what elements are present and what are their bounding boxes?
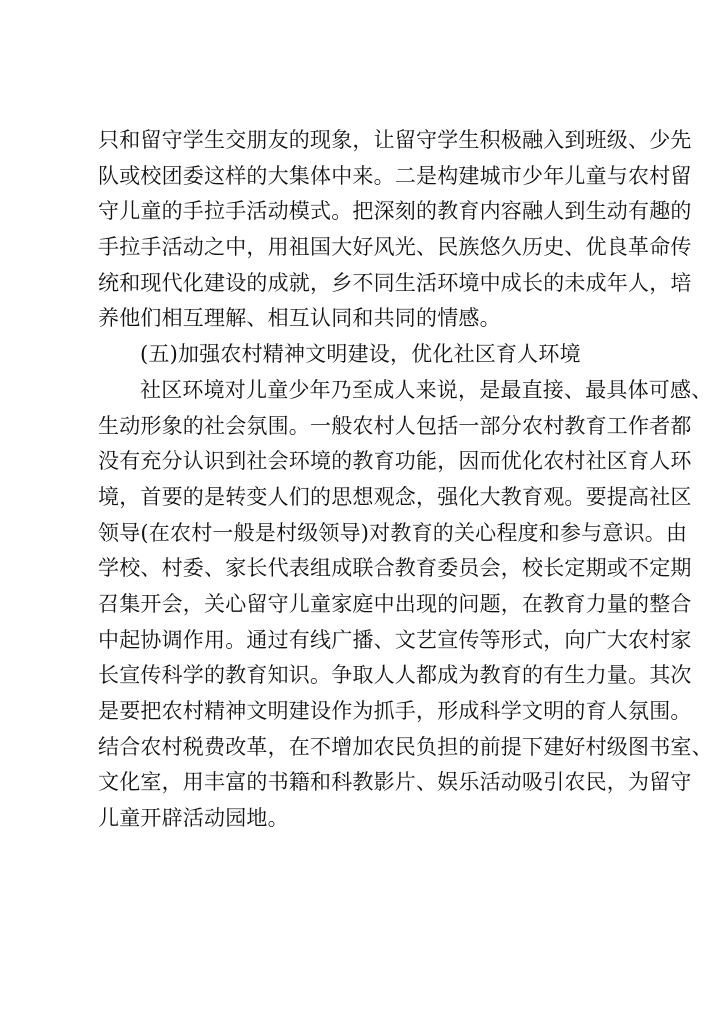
text-line: 儿童开辟活动园地。: [98, 806, 289, 831]
text-line: 没有充分认识到社会环境的教育功能，因而优化农村社区育人环: [98, 449, 692, 474]
text-line: 是要把农村精神文明建设作为抓手，形成科学文明的育人氛围。: [98, 699, 692, 723]
text-line: 学校、村委、家长代表组成联合教育委员会，校长定期或不定期: [98, 556, 692, 581]
text-line: 生动形象的社会氛围。一般农村人包括一部分农村教育工作者都: [98, 413, 692, 438]
text-line: 召集开会，关心留守儿童家庭中出现的问题，在教育力量的整合: [98, 591, 692, 616]
text-line: 长宣传科学的教育知识。争取人人都成为教育的有生力量。其次: [98, 663, 692, 688]
text-line: 社区环境对儿童少年乃至成人来说，是最直接、最具体可感、: [140, 377, 713, 402]
text-line: (五)加强农村精神文明建设，优化社区育人环境: [140, 342, 581, 367]
body-text: [98, 123, 713, 837]
text-line: 手拉手活动之中，用祖国大好风光、民族悠久历史、优良革命传: [98, 235, 692, 260]
text-line: 队或校团委这样的大集体中来。二是构建城市少年儿童与农村留: [98, 163, 692, 188]
text-line: 领导(在农村一般是村级领导)对教育的关心程度和参与意识。由: [98, 520, 688, 545]
text-line: 结合农村税费改革，在不增加农民负担的前提下建好村级图书室、: [98, 734, 713, 759]
text-line: 养他们相互理解、相互认同和共同的情感。: [98, 306, 501, 331]
text-line: 境，首要的是转变人们的思想观念，强化大教育观。要提高社区: [98, 484, 692, 509]
text-line: 中起协调作用。通过有线广播、文艺宣传等形式，向广大农村家: [98, 627, 692, 652]
text-line: 只和留守学生交朋友的现象，让留守学生积极融入到班级、少先: [98, 128, 692, 152]
text-line: 守儿童的手拉手活动模式。把深刻的教育内容融人到生动有趣的: [98, 199, 692, 224]
text-line: 统和现代化建设的成就，乡不同生活环境中成长的未成年人，培: [98, 270, 692, 295]
text-line: 文化室，用丰富的书籍和科教影片、娱乐活动吸引农民，为留守: [98, 770, 692, 795]
